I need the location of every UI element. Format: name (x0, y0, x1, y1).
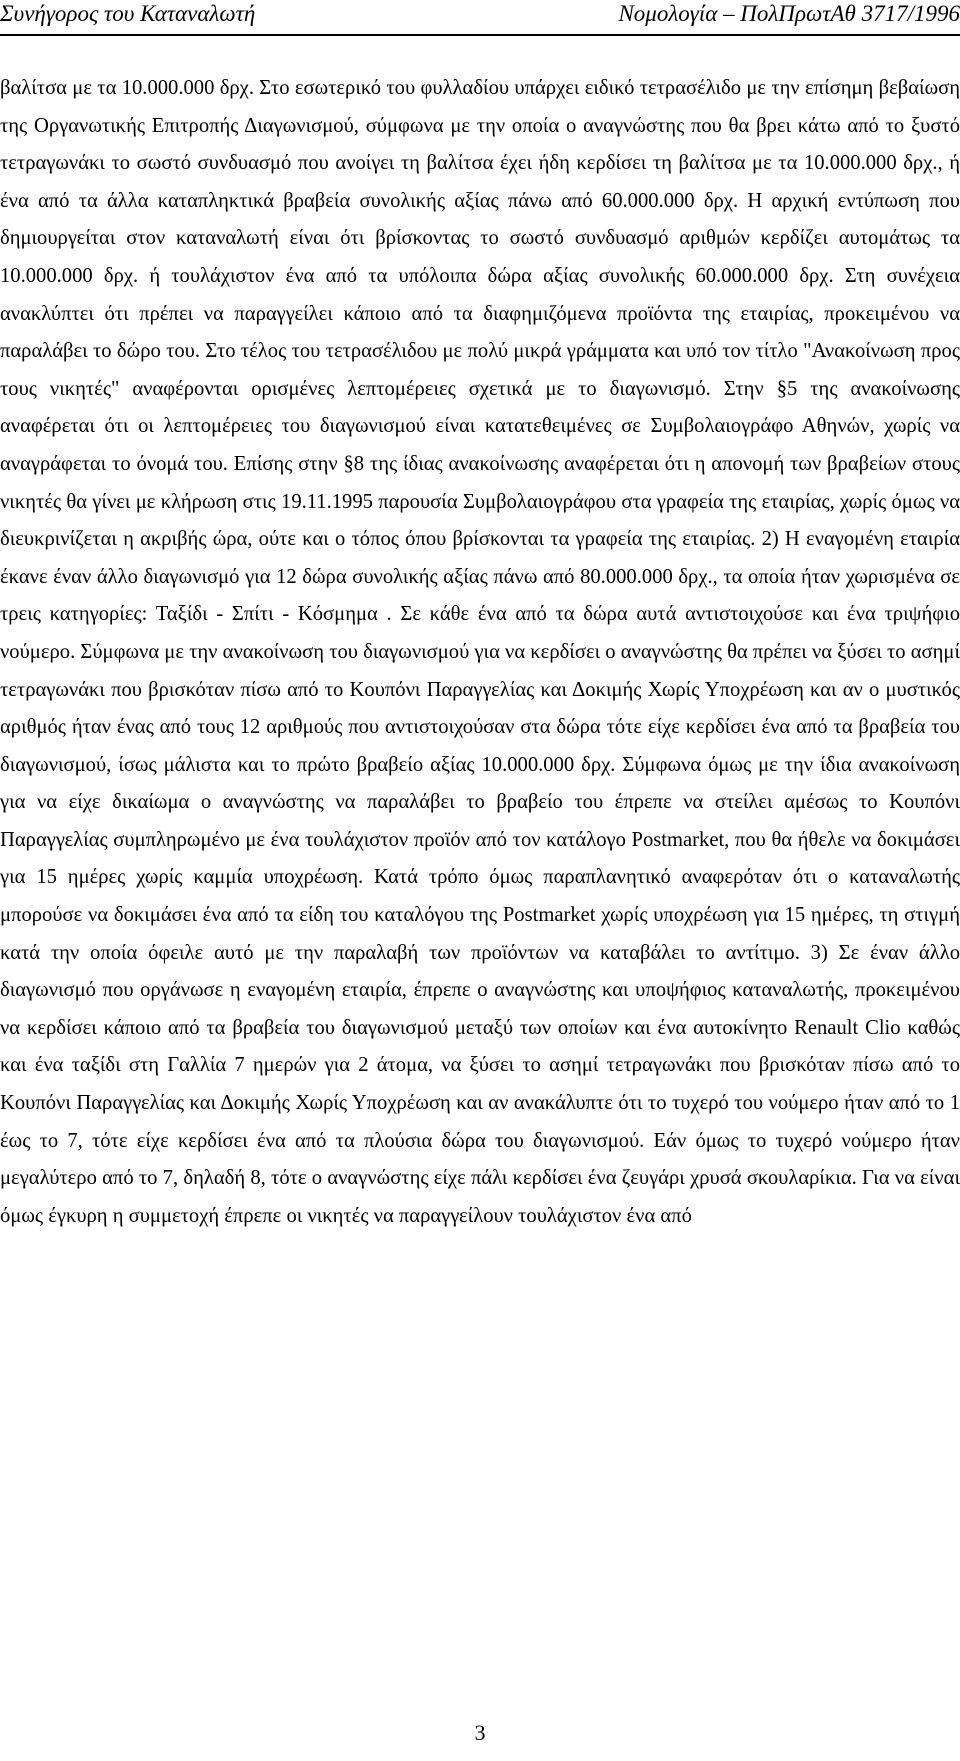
body-paragraph: βαλίτσα με τα 10.000.000 δρχ. Στο εσωτερικό του φυλλαδίου υπάρχει ειδικό τετρασέλιδο με την επίσημη βεβαίωση της Οργανωτικής Επιτροπής Διαγωνισμού, σύμφωνα με την οποία ο αναγνώστης που θα βρει κάτω από το ξυστό τετραγωνάκι το σωστό συνδυασμό που ανοίγει τη βαλίτσα έχει ήδη κερδίσει τη βαλίτσα με τα 10.000.000 δρχ., ή ένα από τα άλλα καταπληκτικά βραβεία συνολικής αξίας πάνω από 60.000.000 δρχ. Η αρχική εντύπωση που δημιουργείται στον καταναλωτή είναι ότι βρίσκοντας το σωστό συνδυασμό αριθμών κερδίζει αυτομάτως τα 10.000.000 δρχ. ή τουλάχιστον ένα από τα υπόλοιπα δώρα αξίας συνολικής 60.000.000 δρχ. Στη συνέχεια ανακλύπτει ότι πρέπει να παραγγείλει κάποιο από τα διαφημιζόμενα προϊόντα της εταιρίας, προκειμένου να παραλάβει το δώρο του. Στο τέλος του τετρασέλιδου με πολύ μικρά γράμματα και υπό τον τίτλο "Ανακοίνωση προς τους νικητές" αναφέρονται ορισμένες λεπτομέρειες σχετικά με το διαγωνισμό. Στην §5 της ανακοίνωσης αναφέρεται ότι οι λεπτομέρειες του διαγωνισμού είναι κατατεθειμένες σε Συμβολαιογράφο Αθηνών, χωρίς να αναγράφεται το όνομά του. Επίσης στην §8 της ίδιας ανακοίνωσης αναφέρεται ότι η απονομή των βραβείων στους νικητές θα γίνει με κλήρωση στις 19.11.1995 παρουσία Συμβολαιογράφου στα γραφεία της εταιρίας, χωρίς όμως να διευκρινίζεται η ακριβής ώρα, ούτε και ο τόπος όπου βρίσκονται τα γραφεία της εταιρίας. 2) Η εναγομένη εταιρία έκανε έναν άλλο διαγωνισμό για 12 δώρα συνολικής αξίας πάνω από 80.000.000 δρχ., τα οποία ήταν χωρισμένα σε τρεις κατηγορίες: Ταξίδι - Σπίτι - Κόσμημα . Σε κάθε ένα από τα δώρα αυτά αντιστοιχούσε και ένα τριψήφιο νούμερο. Σύμφωνα με την ανακοίνωση του διαγωνισμού για να κερδίσει ο αναγνώστης θα πρέπει να ξύσει το ασημί τετραγωνάκι που βρισκόταν πίσω από το Κουπόνι Παραγγελίας και Δοκιμής Χωρίς Υποχρέωση και αν ο μυστικός αριθμός ήταν ένας από τους 12 αριθμούς που αντιστοιχούσαν στα δώρα τότε είχε κερδίσει ένα από τα βραβεία του διαγωνισμού, ίσως μάλιστα και το πρώτο βραβείο αξίας 10.000.000 δρχ. Σύμφωνα όμως με την ίδια ανακοίνωση για να είχε δικαίωμα ο αναγνώστης να παραλάβει το βραβείο του έπρεπε να στείλει αμέσως το Κουπόνι Παραγγελίας συμπληρωμένο με ένα τουλάχιστον προϊόν από τον κατάλογο Postmarket, που θα ήθελε να δοκιμάσει για 15 ημέρες χωρίς καμμία υποχρέωση. Κατά τρόπο όμως παραπλανητικό αναφερόταν ότι ο καταναλωτής μπορούσε να δοκιμάσει ένα από τα είδη του καταλόγου της Postmarket χωρίς υποχρέωση για 15 ημέρες, τη στιγμή κατά την οποία όφειλε αυτό με την παραλαβή των προϊόντων να καταβάλει το αντίτιμο. 3) Σε έναν άλλο διαγωνισμό που οργάνωσε η εναγομένη εταιρία, έπρεπε ο αναγνώστης και υποψήφιος καταναλωτής, προκειμένου να κερδίσει κάποιο από τα βραβεία του διαγωνισμού μεταξύ των οποίων και ένα αυτοκίνητο Renault Clio καθώς και ένα ταξίδι στη Γαλλία 7 ημερών για 2 άτομα, να ξύσει το ασημί τετραγωνάκι που βρισκόταν πίσω από το Κουπόνι Παραγγελίας και Δοκιμής Χωρίς Υποχρέωση και αν ανακάλυπτε ότι το τυχερό του νούμερο ήταν από το 1 έως το 7, τότε είχε κερδίσει ένα από τα πλούσια δώρα του διαγωνισμού. Εάν όμως το τυχερό νούμερο ήταν μεγαλύτερο από το 7, δηλαδή 8, τότε ο αναγνώστης είχε πάλι κερδίσει ένα ζευγάρι χρυσά σκουλαρίκια. Για να είναι όμως έγκυρη η συμμετοχή έπρεπε οι νικητές να παραγγείλουν τουλάχιστον ένα από (0, 77, 960, 1227)
running-header (0, 0, 960, 30)
page-number: 3 (474, 1720, 486, 1745)
header-divider (0, 34, 960, 36)
header-publication-title: Συνήγορος του Καταναλωτή (0, 1, 256, 26)
header-case-reference: Νομολογία – ΠολΠρωτΑθ 3717/1996 (618, 1, 960, 26)
